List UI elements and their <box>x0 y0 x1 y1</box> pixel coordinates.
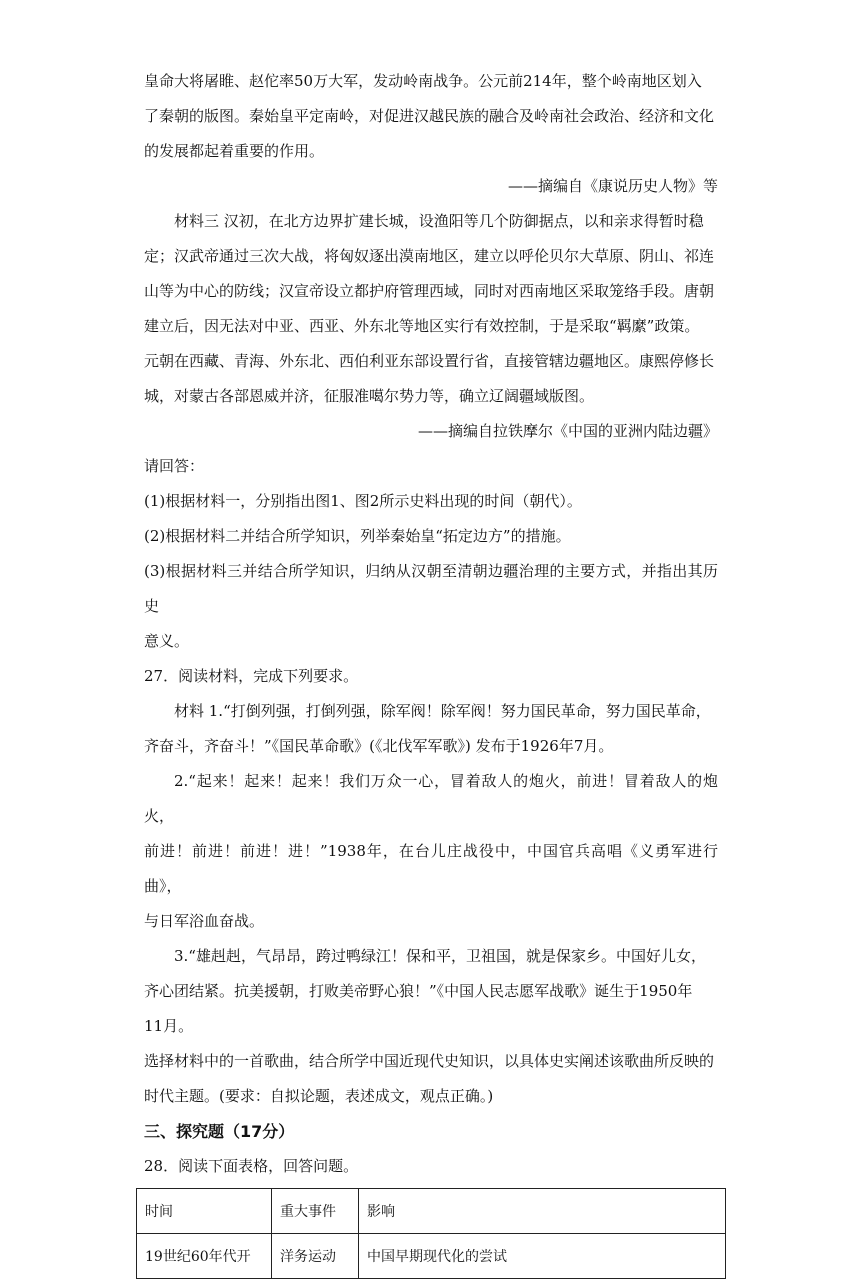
section-3 <box>144 1114 718 1279</box>
table-cell: 19世纪60年代开 <box>137 1234 272 1279</box>
material3 <box>144 204 718 449</box>
text-line: 选择材料中的一首歌曲，结合所学中国近现代史知识，以具体史实阐述该歌曲所反映的 <box>144 1052 715 1070</box>
table-row <box>137 1234 726 1279</box>
question-26-prompts <box>144 449 718 659</box>
sub-question: (2)根据材料二并结合所学知识，列举秦始皇“拓定边方”的措施。 <box>144 527 571 545</box>
text-line: 齐奋斗，齐奋斗！”《国民革命歌》(《北伐军军歌》) 发布于1926年7月。 <box>144 737 614 755</box>
text-line: 2.“起来！起来！起来！我们万众一心，冒着敌人的炮火，前进！冒着敌人的炮火， <box>144 772 718 825</box>
source-citation: ——摘编自《康说历史人物》等 <box>507 177 718 195</box>
text-line: 的发展都起着重要的作用。 <box>144 142 325 160</box>
table-header-cell: 影响 <box>359 1189 726 1234</box>
prompt-label: 请回答： <box>144 457 205 475</box>
text-line: 11月。 <box>144 1017 194 1035</box>
text-line: 了秦朝的版图。秦始皇平定南岭，对促进汉越民族的融合及岭南社会政治、经济和文化 <box>144 107 715 125</box>
table-header-row <box>137 1189 726 1234</box>
events-table <box>136 1188 726 1279</box>
text-line: 前进！前进！前进！进！”1938年，在台儿庄战役中，中国官兵高唱《义勇军进行曲》， <box>144 842 718 895</box>
table-cell: 洋务运动 <box>272 1234 359 1279</box>
text-line: 建立后，因无法对中亚、西亚、外东北等地区实行有效控制，于是采取“羁縻”政策。 <box>144 317 700 335</box>
sub-question-cont: 意义。 <box>144 632 190 650</box>
text-line: 山等为中心的防线；汉宣帝设立都护府管理西域，同时对西南地区采取笼络手段。唐朝 <box>144 282 715 300</box>
sub-question: (1)根据材料一，分别指出图1、图2所示史料出现的时间（朝代）。 <box>144 492 582 510</box>
table-header-cell: 时间 <box>137 1189 272 1234</box>
question-title: 28．阅读下面表格，回答问题。 <box>144 1157 359 1175</box>
text-line: 时代主题。(要求：自拟论题，表述成文，观点正确。) <box>144 1087 494 1105</box>
table-cell: 中国早期现代化的尝试 <box>359 1234 726 1279</box>
text-line: 元朝在西藏、青海、外东北、西伯利亚东部设置行省，直接管辖边疆地区。康熙停修长 <box>144 352 715 370</box>
question-27 <box>144 659 718 1114</box>
text-line: 城，对蒙古各部恩威并济，征服准噶尔势力等，确立辽阔疆域版图。 <box>144 387 595 405</box>
text-line: 材料 1.“打倒列强，打倒列强，除军阀！除军阀！努力国民革命，努力国民革命， <box>174 702 711 720</box>
text-line: 定；汉武帝通过三次大战，将匈奴逐出漠南地区，建立以呼伦贝尔大草原、阴山、祁连 <box>144 247 715 265</box>
source-citation: ——摘编自拉铁摩尔《中国的亚洲内陆边疆》 <box>417 422 718 440</box>
question-title: 27．阅读材料，完成下列要求。 <box>144 667 359 685</box>
text-line: 3.“雄赳赳，气昂昂，跨过鸭绿江！保和平，卫祖国，就是保家乡。中国好儿女， <box>174 947 706 965</box>
content-column <box>144 64 718 1279</box>
text-line: 齐心团结紧。抗美援朝，打败美帝野心狼！”《中国人民志愿军战歌》诞生于1950年 <box>144 982 693 1000</box>
section-heading: 三、探究题（17分） <box>144 1122 295 1141</box>
text-line: 与日军浴血奋战。 <box>144 912 265 930</box>
material2-tail <box>144 64 718 204</box>
text-line: 皇命大将屠睢、赵佗率50万大军，发动岭南战争。公元前214年，整个岭南地区划入 <box>144 72 702 90</box>
table-header-cell: 重大事件 <box>272 1189 359 1234</box>
sub-question: (3)根据材料三并结合所学知识，归纳从汉朝至清朝边疆治理的主要方式，并指出其历史 <box>144 562 718 615</box>
text-line: 材料三 汉初，在北方边界扩建长城，设渔阳等几个防御据点，以和亲求得暂时稳 <box>174 212 704 230</box>
